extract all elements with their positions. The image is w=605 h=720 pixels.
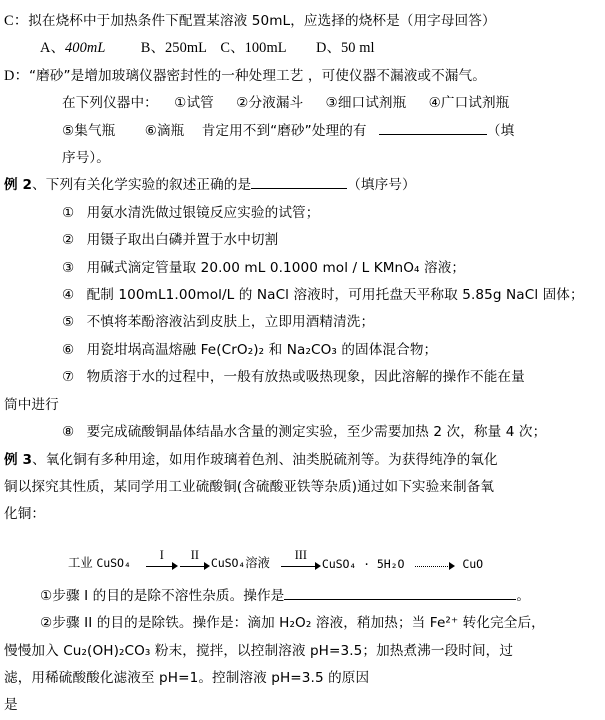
choice-c-letter: C、 [220,40,245,57]
flow-node-3 [322,557,405,583]
example3-sub-2-line4 [0,692,605,719]
example3-sub-2-line2 [0,638,605,665]
example3-sub-2-line3 [0,665,605,692]
arrow-shaft-dotted [415,561,455,571]
sub-2-num: ② [40,615,53,632]
item-6-num: ⑥ [62,341,75,358]
sub-1-text: 步骤 I 的目的是除不溶性杂质。操作是 [52,587,285,604]
example2-stem [0,172,605,199]
sub-2-line2-text: 慢慢加入 Cu₂(OH)₂CO₃ 粉末，搅拌，以控制溶液 pH=3.5；加热煮沸一段时间，过 [4,642,514,659]
instrument-5: ⑤集气瓶 [62,122,116,139]
example3-line3-text: 化铜： [4,506,46,523]
instruments-prefix: 在下列仪器中： [62,95,158,112]
sub-2-line1-text: 步骤 II 的目的是除铁。操作是：滴加 H₂O₂ 溶液，稍加热；当 Fe²⁺ 转化完全后， [52,615,545,632]
top-spacer [0,0,605,8]
item-6-text: 用瓷坩埚高温熔融 Fe(CrO₂)₂ 和 Na₂CO₃ 的固体混合物； [86,341,438,358]
question-d-tail: 序号）。 [62,150,110,167]
example2-item-2 [0,227,605,254]
flow-node-4 [462,557,483,583]
item-7-num: ⑦ [62,369,75,386]
question-d-label: D： [4,67,29,84]
arrow-shaft [281,561,321,571]
flow-node-3-formula: CuSO₄ · 5H₂O [321,556,405,571]
example2-stem-suffix: （填序号） [347,177,416,194]
instrument-1: ①试管 [174,95,214,112]
item-4-num: ④ [62,287,75,304]
sub-1-num: ① [40,587,53,604]
example2-item-8 [0,419,605,446]
item-2-num: ② [62,232,75,249]
reaction-flow-diagram [0,529,605,583]
item-8-num: ⑧ [62,424,75,441]
flow-node-2 [211,553,270,583]
instrument-6: ⑥滴瓶 [144,122,185,139]
flow-arrow-step-4 [415,561,455,583]
example3-line2 [0,474,605,501]
example2-item-6 [0,337,605,364]
flow-step-2-label: II [190,547,199,562]
item-1-num: ① [62,204,75,221]
flow-arrow-step-1 [146,547,178,583]
example2-label: 例 2 [4,177,33,194]
example3-line2-text: 铜以探究其性质，某同学用工业硫酸铜(含硫酸亚铁等杂质)通过如下实验来制备氧 [4,478,495,495]
flow-node-2-cn: 溶液 [245,554,270,570]
choice-c-value: 100mL [244,40,287,57]
instrument-4: ④广口试剂瓶 [428,95,510,112]
flow-node-1-cn: 工业 [68,554,97,570]
item-2-text: 用镊子取出白磷并置于水中切割 [86,232,279,249]
flow-step-1-label: I [159,547,164,562]
answer-blank-d[interactable] [379,122,487,135]
example3-sub-1 [0,583,605,610]
choice-b-value: 250mL [164,40,208,57]
question-d-suffix: （填 [486,122,515,139]
sub-2-line3-text: 滤，用稀硫酸酸化滤液至 pH=1。控制溶液 pH=3.5 的原因 [4,669,370,686]
item-3-num: ③ [62,259,75,276]
example3-line3 [0,501,605,528]
instrument-2: ②分液漏斗 [236,95,304,112]
flow-step-3-label: III [294,547,307,562]
example3-sub-2-line1 [0,610,605,637]
question-d-line1 [0,63,605,90]
item-4-text: 配制 100mL1.00mol/L 的 NaCl 溶液时，可用托盘天平称取 5.85g NaCl 固体； [86,287,584,304]
item-8-text: 要完成硫酸铜晶体结晶水含量的测定实验，至少需要加热 2 次，称量 4 次； [86,424,547,441]
question-c-line [0,8,605,35]
instrument-3: ③细口试剂瓶 [325,95,407,112]
example2-item-1 [0,200,605,227]
question-c-text: 拟在烧杯中于加热条件下配置某溶液 50mL，应选择的烧杯是（用字母回答） [28,13,496,29]
sub-2-line4-text: 是 [4,697,18,714]
choice-a-letter: A、 [40,40,65,57]
item-5-text: 不慎将苯酚溶液沾到皮肤上，立即用酒精清洗； [86,314,375,331]
question-c-label: C： [4,13,29,29]
question-d-instruments-line2 [0,118,605,145]
question-d-line4 [0,145,605,172]
flow-node-4-formula: CuO [462,556,484,571]
example2-item-7-cont [0,392,605,419]
choice-d-value: 50 ml [340,40,375,57]
flow-arrow-step-2 [180,547,210,583]
sub-1-suffix: 。 [516,587,531,604]
answer-blank-example2[interactable] [251,177,347,190]
flow-node-1 [68,553,131,583]
flow-node-1-formula: CuSO₄ [96,555,131,570]
flow-arrow-step-3 [281,547,321,583]
arrow-shaft [180,561,210,571]
example3-line1 [0,447,605,474]
item-7-cont-text: 筒中进行 [4,396,59,413]
example2-item-3 [0,255,605,282]
example3-line1-text: 、氧化铜有多种用途，如用作玻璃着色剂、油类脱硫剂等。为获得纯净的氧化 [32,451,498,468]
example2-item-4 [0,282,605,309]
flow-node-2-formula: CuSO₄ [210,555,246,570]
arrow-shaft [146,561,178,571]
choice-d-letter: D、 [315,40,341,57]
item-3-text: 用碱式滴定管量取 20.00 mL 0.1000 mol / L KMnO₄ 溶液； [86,259,466,276]
question-d-prompt: 肯定用不到“磨砂”处理的有 [201,122,367,139]
item-5-num: ⑤ [62,314,75,331]
answer-blank-sub-1[interactable] [284,587,516,600]
choice-a-value: 400mL [64,40,106,57]
question-d-instruments-line1 [0,90,605,117]
example2-stem-text: 、下列有关化学实验的叙述正确的是 [32,177,252,194]
question-d-text: “磨砂”是增加玻璃仪器密封性的一种处理工艺 ，可使仪器不漏液或不漏气。 [28,67,486,84]
item-1-text: 用氨水清洗做过银镜反应实验的试管； [86,204,320,221]
question-c-choices [0,35,605,62]
example3-label: 例 3 [4,451,33,468]
choice-b-letter: B、 [140,40,165,57]
item-7-text: 物质溶于水的过程中，一般有放热或吸热现象，因此溶解的操作不能在量 [86,369,525,386]
example2-item-7 [0,364,605,391]
example2-item-5 [0,309,605,336]
